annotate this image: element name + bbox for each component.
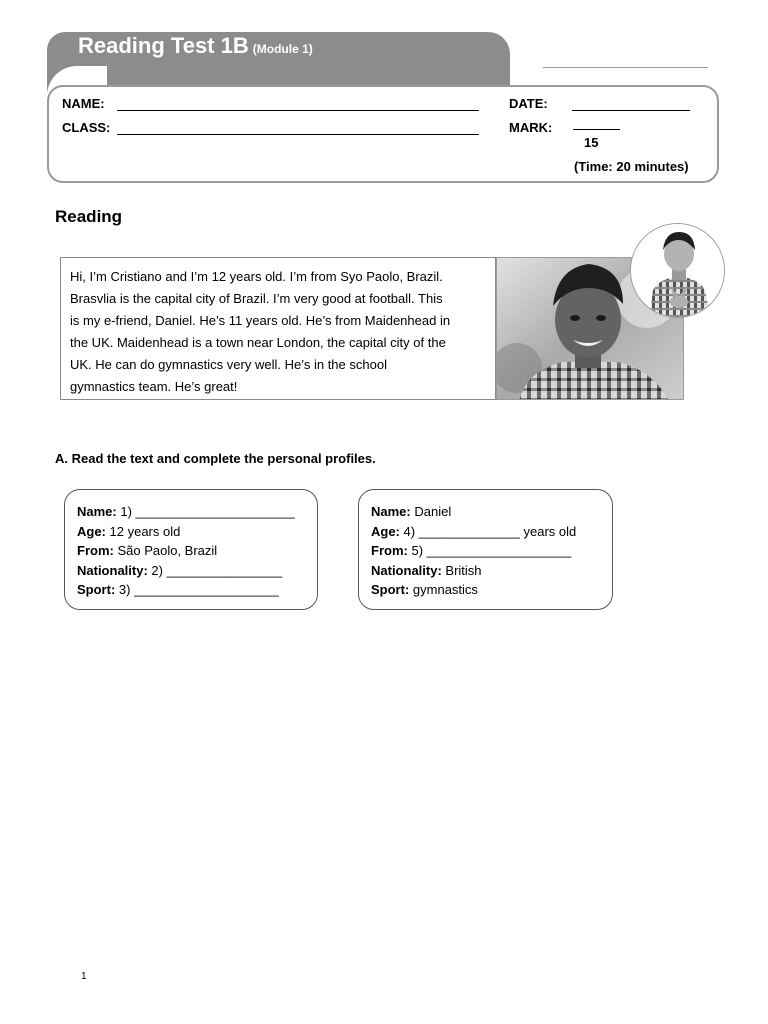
- profile-from-row: [371, 541, 612, 561]
- date-field[interactable]: [572, 110, 690, 111]
- passage-line: the UK. Maidenhead is a town near London, the capital city of the: [70, 335, 446, 350]
- profile-sport-value: gymnastics: [412, 582, 478, 597]
- section-heading: Reading: [55, 207, 123, 226]
- profile-from-value: São Paolo, Brazil: [117, 543, 218, 558]
- profile-from-row: [77, 541, 317, 561]
- page-number: 1: [81, 971, 87, 982]
- profile-age-row: [371, 522, 612, 542]
- passage-line: UK. He can do gymnastics very well. He’s in the school: [70, 357, 387, 372]
- profile-age-label: Age:: [77, 523, 106, 539]
- profile-age-row: [77, 522, 317, 542]
- profile-card-daniel: [358, 489, 613, 610]
- header-rule: [543, 67, 708, 68]
- profile-age-label: Age:: [371, 523, 400, 539]
- profile-age-answer[interactable]: 4) ______________ years old: [403, 523, 577, 539]
- passage-line: is my e-friend, Daniel. He’s 11 years old. He’s from Maidenhead in: [70, 313, 451, 328]
- profile-nationality-answer[interactable]: 2) ________________: [151, 562, 283, 578]
- page-title: [78, 33, 313, 59]
- profile-sport-label: Sport:: [77, 582, 116, 597]
- mark-field[interactable]: [573, 129, 620, 130]
- profile-sport-answer[interactable]: 3) ____________________: [118, 582, 279, 597]
- profile-name-value: Daniel: [414, 504, 452, 519]
- daniel-photo-illustration: [631, 224, 725, 318]
- profile-age-value: 12 years old: [109, 523, 181, 539]
- profile-nationality-label: Nationality:: [371, 562, 442, 578]
- mark-label: MARK:: [509, 120, 553, 135]
- profile-sport-row: [371, 580, 612, 600]
- profile-name-answer[interactable]: 1) ______________________: [120, 504, 295, 519]
- time-limit: (Time: 20 minutes): [574, 159, 689, 174]
- profile-from-label: From:: [371, 543, 408, 558]
- profile-sport-row: [77, 580, 317, 600]
- date-label: DATE:: [509, 96, 548, 111]
- class-label: CLASS:: [62, 120, 111, 135]
- mark-total: 15: [584, 135, 599, 150]
- passage-line: Brasvlia is the capital city of Brazil. I’m very good at football. This: [70, 291, 443, 306]
- profile-nationality-row: [77, 561, 317, 581]
- profile-name-row: [371, 502, 612, 522]
- passage-line: gymnastics team. He’s great!: [70, 379, 238, 394]
- profile-from-label: From:: [77, 543, 114, 558]
- class-field[interactable]: [117, 134, 479, 135]
- profile-card-cristiano: [64, 489, 318, 610]
- daniel-photo: [630, 223, 725, 318]
- profile-nationality-value: British: [445, 562, 482, 578]
- name-label: NAME:: [62, 96, 105, 111]
- title-module: (Module 1): [252, 42, 313, 56]
- profile-name-label: Name:: [77, 504, 117, 519]
- title-main: Reading Test 1B: [78, 33, 249, 58]
- profile-name-label: Name:: [371, 504, 411, 519]
- profile-nationality-label: Nationality:: [77, 562, 148, 578]
- profile-sport-label: Sport:: [371, 582, 410, 597]
- profile-name-row: [77, 502, 317, 522]
- name-field[interactable]: [117, 110, 479, 111]
- task-a-instruction: A. Read the text and complete the personal profiles.: [55, 451, 376, 466]
- profile-from-answer[interactable]: 5) ____________________: [411, 543, 572, 558]
- passage-line: Hi, I’m Cristiano and I’m 12 years old. I’m from Sуo Paolo, Brazil.: [70, 269, 443, 284]
- profile-nationality-row: [371, 561, 612, 581]
- reading-passage: [60, 257, 496, 400]
